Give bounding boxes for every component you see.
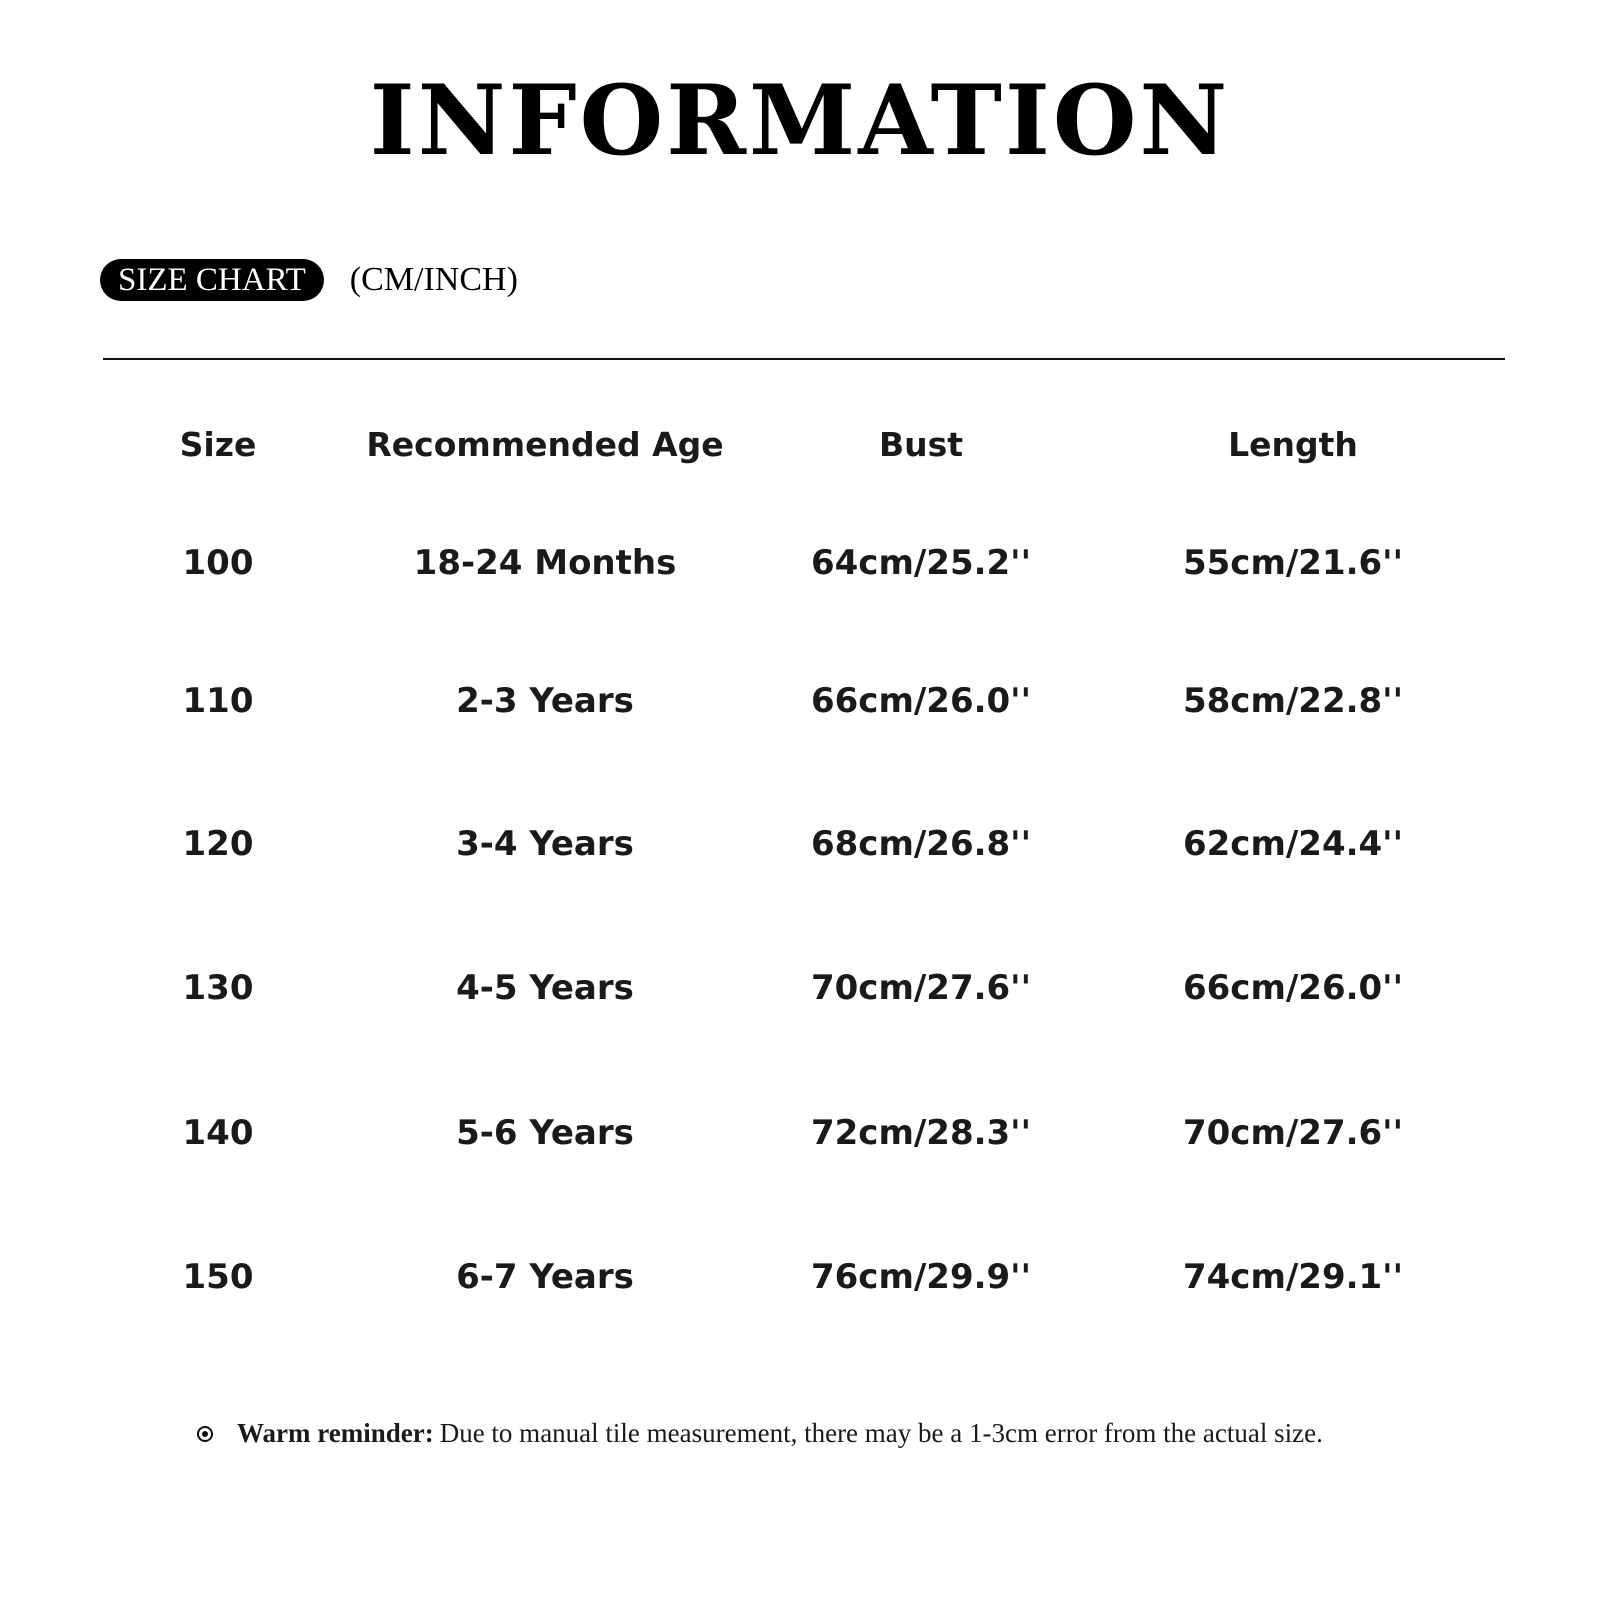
table-cell-bust: 70cm/27.6'' — [810, 968, 1032, 1008]
reminder-label: Warm reminder: — [237, 1418, 434, 1448]
table-cell-bust: 66cm/26.0'' — [810, 681, 1032, 721]
table-cell-length: 70cm/27.6'' — [1182, 1113, 1404, 1153]
size-chart-badge: SIZE CHART — [100, 259, 324, 301]
table-cell-bust: 64cm/25.2'' — [810, 543, 1032, 583]
table-cell-age: 3-4 Years — [456, 824, 634, 864]
table-cell-length: 58cm/22.8'' — [1182, 681, 1404, 721]
table-cell-age: 2-3 Years — [456, 681, 634, 721]
table-cell-bust: 72cm/28.3'' — [810, 1113, 1032, 1153]
table-cell-age: 18-24 Months — [413, 543, 677, 583]
warm-reminder — [197, 1418, 1323, 1449]
table-cell-bust: 68cm/26.8'' — [810, 824, 1032, 864]
unit-label: (CM/INCH) — [349, 261, 518, 298]
table-cell-size: 150 — [182, 1257, 254, 1297]
table-cell-age: 6-7 Years — [456, 1257, 634, 1297]
table-cell-size: 100 — [182, 543, 254, 583]
table-cell-size: 130 — [182, 968, 254, 1008]
radio-bullet-icon — [197, 1426, 213, 1442]
page-title: INFORMATION — [369, 64, 1231, 177]
table-cell-age: 5-6 Years — [456, 1113, 634, 1153]
table-cell-length: 62cm/24.4'' — [1182, 824, 1404, 864]
table-cell-bust: 76cm/29.9'' — [810, 1257, 1032, 1297]
table-cell-size: 120 — [182, 824, 254, 864]
table-cell-length: 74cm/29.1'' — [1182, 1257, 1404, 1297]
table-cell-length: 55cm/21.6'' — [1182, 543, 1404, 583]
table-cell-size: 110 — [182, 681, 254, 721]
column-header-size: Size — [179, 425, 257, 464]
column-header-bust: Bust — [878, 425, 964, 464]
table-cell-size: 140 — [182, 1113, 254, 1153]
reminder-text: Due to manual tile measurement, there may be a 1-3cm error from the actual size. — [439, 1418, 1323, 1448]
table-cell-length: 66cm/26.0'' — [1182, 968, 1404, 1008]
table-cell-age: 4-5 Years — [456, 968, 634, 1008]
column-header-length: Length — [1228, 425, 1358, 464]
column-header-age: Recommended Age — [366, 425, 724, 464]
